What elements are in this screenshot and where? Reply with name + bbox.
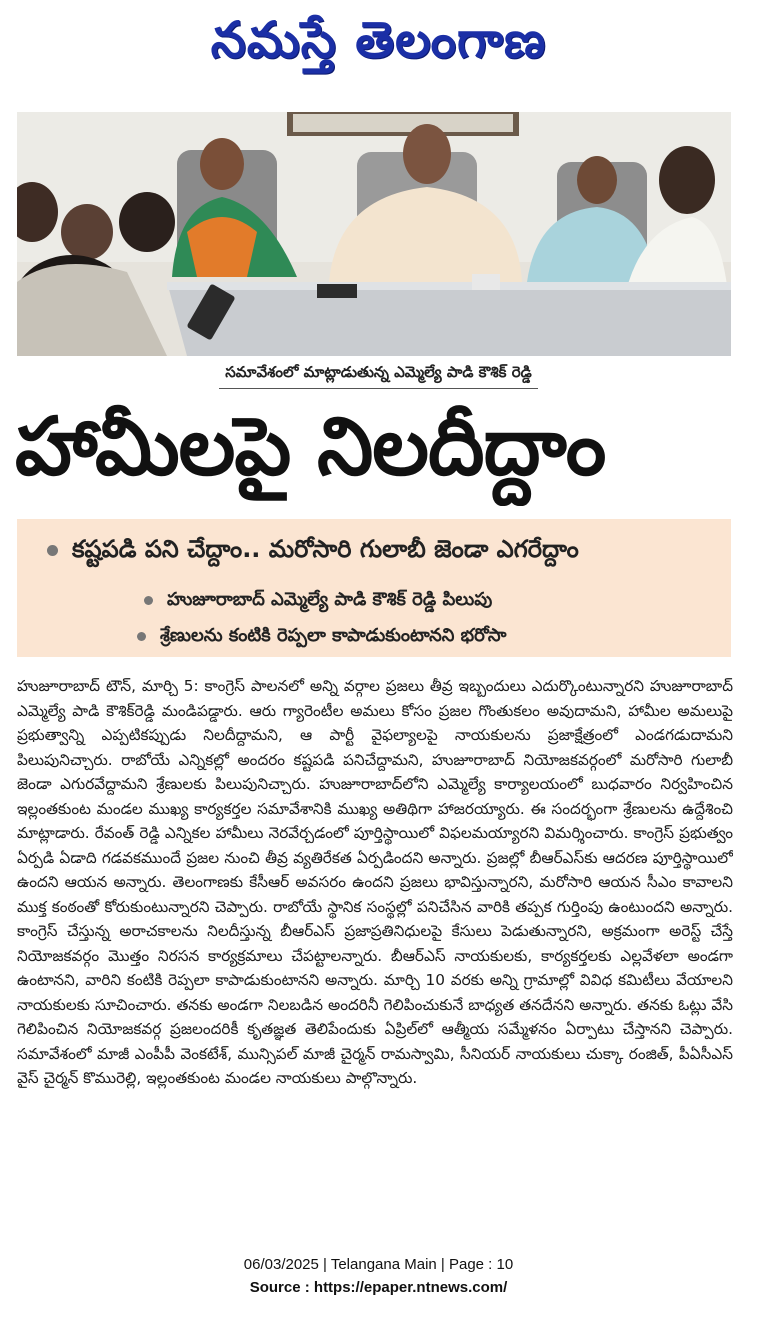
headline [15,388,742,506]
masthead [0,4,757,76]
bullet-icon [144,596,153,605]
meeting-photo-illustration [17,112,731,356]
highlight-sub-text: హుజూరాబాద్ ఎమ్మెల్యే పాడి కౌశిక్ రెడ్డి పిలుపు [167,589,493,610]
edition-line: 06/03/2025 | Telangana Main | Page : 10 [243,1256,514,1273]
source-line: Source : https://epaper.ntnews.com/ [249,1279,508,1296]
highlight-sub-text: శ్రేణులను కంటికి రెప్పలా కాపాడుకుంటానని భరోసా [160,625,507,646]
article-body: హుజూరాబాద్ టౌన్, మార్చి 5: కాంగ్రెస్ పాలనలో అన్ని వర్గాల ప్రజలు తీవ్ర ఇబ్బందులు ఎదుర్కొంటున్నారని హుజూరాబాద్ ఎమ్మెల్యే పాడి కౌశిక్‌రెడ్డి మండిపడ్డారు. ఆరు గ్యారెంటీల అమలు కోసం ప్రజల గొంతుకలం అవుదామని, హామీల అమలుపై ప్రభుత్వాన్ని ఎప్పటికప్పుడు నిలదీద్దామని, ఆ పార్టీ వైఫల్యాలపై నాయకులను ప్రజాక్షేత్రంలో ఎండగడుదామని పిలుపునిచ్చారు. రాబోయే ఎన్నికల్లో అందరం కష్టపడి పనిచేద్దామని, హుజూరాబాద్ నియోజకవర్గంలో మరోసారి గులాబీ జెండా ఎగురవేద్దామని శ్రేణులకు పిలుపునిచ్చారు. హుజూరాబాద్‌లోని ఎమ్మెల్యే కార్యాలయంలో బుధవారం నిర్వహించిన ఇల్లంతకుంట మండల ముఖ్య కార్యకర్తల సమావేశానికి ముఖ్య అతిథిగా హాజరయ్యారు. ఈ సందర్భంగా శ్రేణులను ఉద్దేశించి మాట్లాడారు. రేవంత్ రెడ్డి ఎన్నికల హామీలు నెరవేర్చడంలో పూర్తిస్థాయిలో విఫలమయ్యారని విమర్శించారు. కాంగ్రెస్ ప్రభుత్వం ఏర్పడి ఏడాది గడవకముందే ప్రజల నుంచి తీవ్ర వ్యతిరేకత ఏర్పడిందని అన్నారు. ప్రజల్లో బీఆర్‌ఎస్‌కు ఆదరణ పూర్తిస్థాయిలో ఉందని ఆయన అన్నారు. తెలంగాణకు కేసీఆర్ అవసరం ఉందని ప్రజలు భావిస్తున్నారని, మరోసారి ఆయన సీఎం కావాలని ముక్త కంఠంతో కోరుకుంటున్నారని చెప్పారు. రాబోయే స్థానిక సంస్థల్లో పనిచేసిన వారికి తప్పక గుర్తింపు ఉంటుందని అన్నారు. కాంగ్రెస్ చేస్తున్న అరాచకాలను నిలదీస్తున్న బీఆర్‌ఎస్ ప్రజాప్రతినిధులపై కేసులు పెడుతున్నారని, అక్రమంగా అరెస్ట్ చేస్తే నియోజకవర్గం మొత్తం నిరసన కార్యక్రమాలు చేపట్టాలన్నారు. బీఆర్‌ఎస్ నాయకులకు, కార్యకర్తలకు ఎల్లవేళలా అండగా ఉంటానని, వారిని కంటికి రెప్పలా కాపాడుకుంటానని అన్నారు. మార్చి 10 వరకు అన్ని గ్రామాల్లో వివిధ కమిటీలు వేయాలని నాయకులకు సూచించారు. తనకు అండగా నిలబడిన అందరినీ గెలిపించుకునే బాధ్యత తనదేనని అన్నారు. తనకు ఓట్లు వేసి గెలిపించిన నియోజకవర్గ ప్రజలందరికీ కృతజ్ఞత తెలిపేందుకు ఏప్రిల్‌లో ఆత్మీయ సమ్మేళనం ఏర్పాటు చేస్తానని చెప్పారు. సమావేశంలో మాజీ ఎంపీపీ వెంకటేశ్, మున్సిపల్ మాజీ చైర్మన్ రామస్వామి, సీనియర్ నాయకులు చుక్కా రంజిత్, పీఏసీఎస్ వైస్ చైర్మన్ కొమురెల్లి, ఇల్లంతకుంట మండల నాయకులు పాల్గొన్నారు. [17,677,733,1087]
highlight-sub [144,589,492,614]
highlight-sub [137,625,506,650]
highlight-main-text: కష్టపడి పని చేద్దాం.. మరోసారి గులాబీ జెండా ఎగరేద్దాం [72,535,579,563]
headline-text: హామీలపై నిలదీద్దాం [15,400,606,493]
bullet-icon [137,632,146,641]
photo-caption-text: సమావేశంలో మాట్లాడుతున్న ఎమ్మెల్యే పాడి కౌశిక్ రెడ్డి [219,362,537,389]
masthead-title: నమస్తే తెలంగాణ [210,10,547,69]
highlights-box [17,519,731,657]
news-photo [17,112,731,356]
highlight-main [47,535,579,569]
bullet-icon [47,545,58,556]
photo-caption [0,362,757,389]
